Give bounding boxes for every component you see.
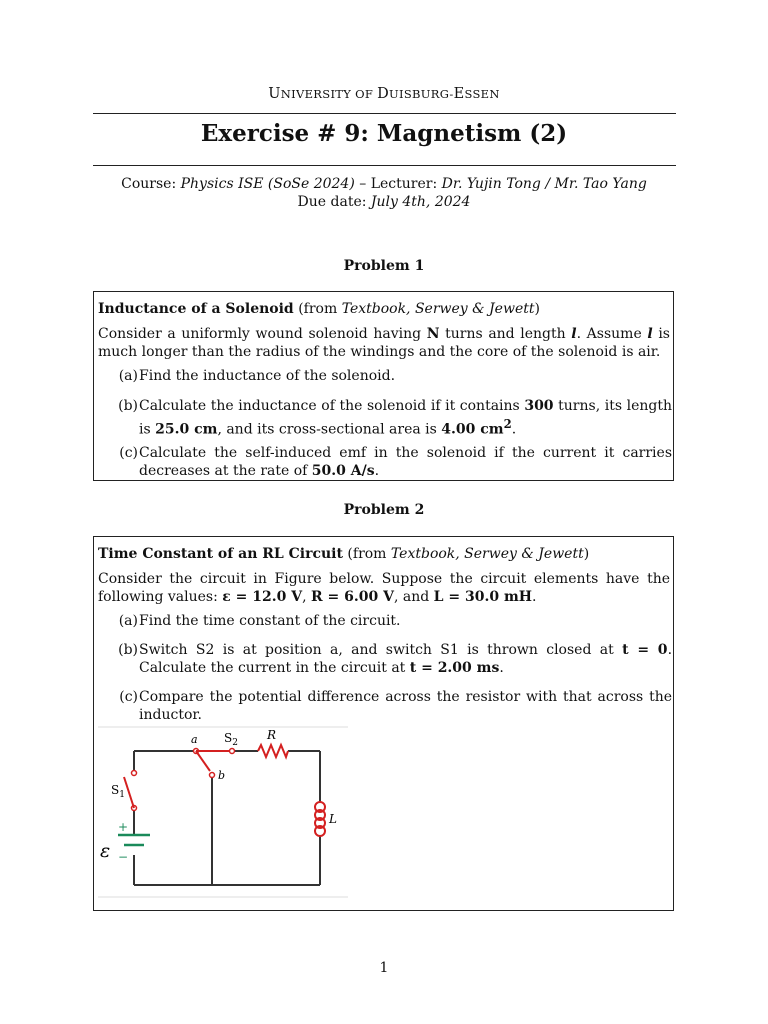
problem2-intro: Consider the circuit in Figure below. Suppose the circuit elements have the following values: ε = 12.0 V, R = 6.00 V, and L = 30.0 mH. xyxy=(98,571,670,605)
problem1-item-a: (a) Find the inductance of the solenoid. xyxy=(118,368,396,384)
label-s2: $S_2$ xyxy=(224,731,238,748)
problem1-intro: Consider a uniformly wound solenoid having N turns and length l. Assume l is much longer than the radius of the windings and the core of the solenoid is air. xyxy=(98,326,670,360)
page-number: 1 xyxy=(379,960,389,976)
inductor-symbol xyxy=(315,802,325,836)
problem1-item-b: (b) Calculate the inductance of the solenoid if it contains 300 turns, its length is 25.0 cm, and its cross-sectional area is 4.00 $cm^2$. xyxy=(118,398,672,438)
switch-s1 xyxy=(124,771,137,811)
battery-symbol xyxy=(118,835,150,845)
label-b: b xyxy=(218,769,226,782)
top-rule xyxy=(93,113,676,114)
problem1-heading: Problem 1 xyxy=(343,258,425,274)
problem2-item-a: (a) Find the time constant of the circuit. xyxy=(118,613,401,629)
label-r: R xyxy=(267,728,277,742)
problem2-box xyxy=(93,536,674,911)
problem1-title-line: Inductance of a Solenoid (from Textbook, Serwey & Jewett) xyxy=(98,301,540,317)
university-name: UNIVERSITY OF DUISBURG-ESSEN xyxy=(268,86,500,102)
problem2-heading: Problem 2 xyxy=(343,502,425,518)
resistor-symbol xyxy=(258,745,288,757)
problem1-item-c: (c) Calculate the self-induced emf in the solenoid if the current it carries decreases at the rate of 50.0 A/s. xyxy=(119,445,672,479)
switch-s2 xyxy=(194,749,235,778)
label-emf: ε xyxy=(100,840,111,862)
bottom-rule xyxy=(93,165,676,166)
label-minus: − xyxy=(118,850,129,864)
label-a: a xyxy=(191,733,198,746)
page-title: Exercise # 9: Magnetism (2) xyxy=(200,120,568,147)
circuit-wires xyxy=(134,751,320,885)
problem2-title-line: Time Constant of an RL Circuit (from Textbook, Serwey & Jewett) xyxy=(98,546,590,562)
problem2-item-b: (b) Switch S2 is at position a, and switch S1 is thrown closed at t = 0. Calculate the current in the circuit at t = 2.00 ms. xyxy=(118,642,673,676)
label-s1: $S_1$ xyxy=(111,783,125,800)
problem1-box xyxy=(93,291,674,481)
rl-circuit-figure xyxy=(98,723,348,903)
label-plus: + xyxy=(118,820,129,834)
label-l: L xyxy=(329,812,337,826)
problem2-item-c: (c) Compare the potential difference across the resistor with that across the inductor. xyxy=(119,689,672,723)
course-info: Course: Physics ISE (SoSe 2024) – Lecturer: Dr. Yujin Tong / Mr. Tao Yang Due date: July 4th, 2024 xyxy=(121,176,647,210)
